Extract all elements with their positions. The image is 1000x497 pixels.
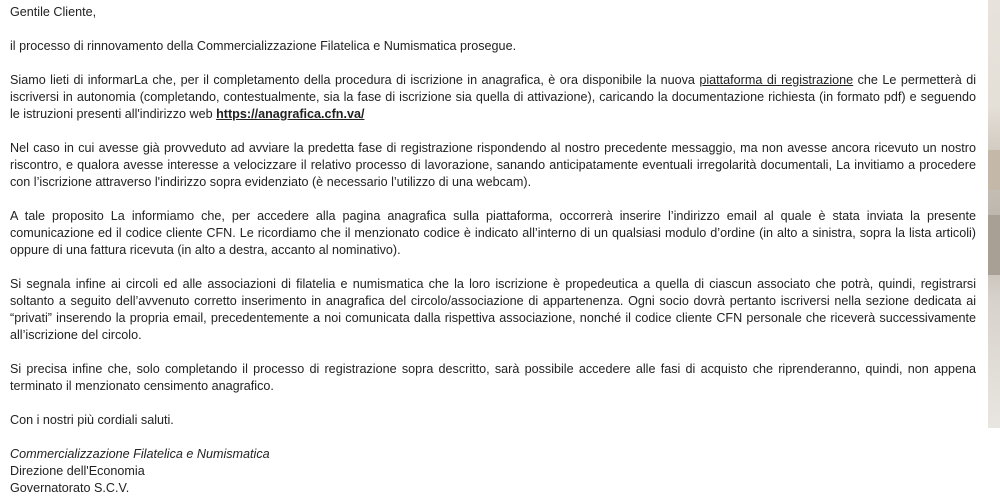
webcam-paragraph: Nel caso in cui avesse già provveduto ad avviare la predetta fase di registrazione rispondendo al nostro precedente messaggio, ma non avesse ancora ricevuto un nostro riscontro, e qualora avesse interesse a velocizzare il relativo processo di lavorazione, sanando anticipatamente eventuali irregolarità documentali, La invitiamo a procedere con l’iscrizione attraverso l'indirizzo sopra evidenziato (è necessario l’utilizzo di una webcam). — [10, 141, 976, 189]
greeting: Gentile Cliente, — [10, 5, 97, 19]
background-edge-segment — [988, 215, 1000, 275]
signature-governorate: Governatorato S.C.V. — [10, 481, 130, 495]
platform-paragraph-text-start: Siamo lieti di informarLa che, per il completamento della procedura di iscrizione in anagrafica, è ora disponibile la nuova — [10, 73, 700, 87]
signature-block — [10, 446, 976, 497]
background-edge-strip — [988, 0, 1000, 428]
platform-paragraph-text-end: che Le permetterà di iscriversi in autonomia (completando, contestualmente, sia la fase di iscrizione sia quella di attivazione), caricando la documentazione richiesta (in formato pdf) e seguendo le istruzioni presenti all'indirizzo web — [10, 73, 976, 121]
signature-directorate: Direzione dell'Economia — [10, 464, 145, 478]
anagrafica-url-link[interactable]: https://anagrafica.cfn.va/ — [216, 107, 365, 121]
purchase-paragraph: Si precisa infine che, solo completando il processo di registrazione sopra descritto, sarà possibile accedere alle fasi di acquisto che riprenderanno, quindi, non appena terminato il menzionato censimento anagrafico. — [10, 362, 976, 393]
associations-paragraph: Si segnala infine ai circoli ed alle associazioni di filatelia e numismatica che la loro iscrizione è propedeutica a quella di ciascun associato che potrà, quindi, registrarsi soltanto a seguito dell’avvenuto corretto inserimento in anagrafica del circolo/associazione di appartenenza. Ogni socio dovrà pertanto iscriversi nella sezione dedicata ai “privati” inserendo la propria email, precedentemente a noi comunicata dalla rispettiva associazione, nonché il codice cliente CFN personale che riceverà successivamente all’iscrizione del circolo. — [10, 277, 976, 342]
email-body — [10, 4, 976, 497]
access-paragraph: A tale proposito La informiamo che, per accedere alla pagina anagrafica sulla piattaforma, occorrerà inserire l’indirizzo email al quale è stata inviata la presente comunicazione ed il codice cliente CFN. Le ricordiamo che il menzionato codice è indicato all’interno di un qualsiasi modulo d’ordine (in alto a sinistra, sopra la lista articoli) oppure di una fattura ricevuta (in alto a destra, accanto al nominativo). — [10, 209, 976, 257]
signature-department: Commercializzazione Filatelica e Numismatica — [10, 447, 270, 461]
closing-line: Con i nostri più cordiali saluti. — [10, 413, 174, 427]
intro-paragraph: il processo di rinnovamento della Commercializzazione Filatelica e Numismatica prosegue. — [10, 39, 517, 53]
registration-platform-link[interactable]: piattaforma di registrazione — [699, 73, 854, 87]
background-edge-segment — [988, 150, 1000, 190]
platform-paragraph — [10, 72, 976, 123]
